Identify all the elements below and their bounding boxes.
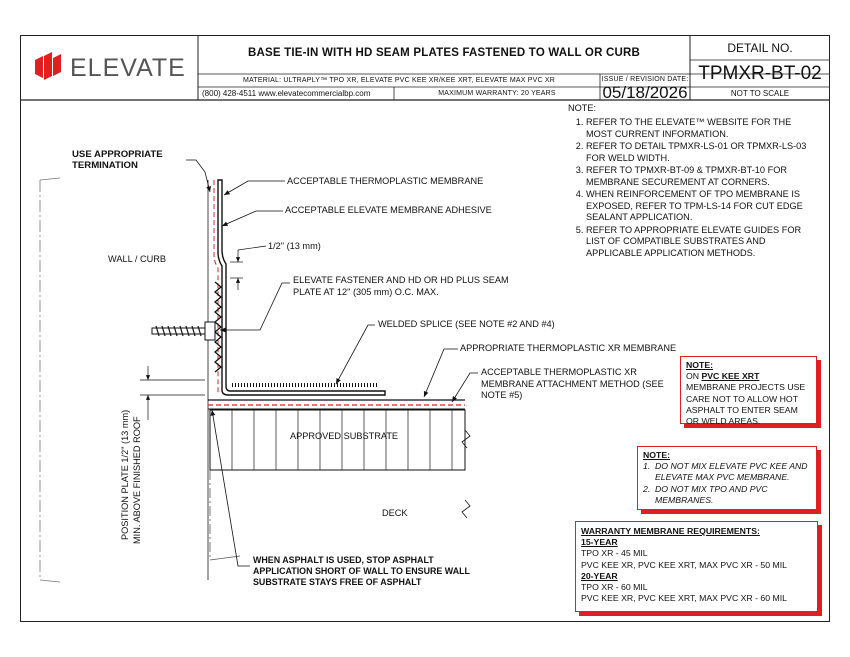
half-inch-label: 1/2" (13 mm) <box>268 241 321 251</box>
warranty-20-pvc: PVC KEE XR, PVC KEE XRT, MAX PVC XR - 60 MIL <box>581 593 787 604</box>
mix-note-item: DO NOT MIX ELEVATE PVC KEE AND ELEVATE MAX PVC MEMBRANE. <box>655 461 808 483</box>
detail-title: BASE TIE-IN WITH HD SEAM PLATES FASTENED TO WALL OR CURB <box>248 47 640 59</box>
pvc-note-rest: MEMBRANE PROJECTS USE CARE NOT TO ALLOW HOT ASPHALT TO ENTER SEAM OR WELD AREAS. <box>686 382 806 427</box>
position-plate-label-2: MIN. ABOVE FINISHED ROOF <box>132 416 142 544</box>
deck-label: DECK <box>382 508 408 518</box>
mix-membrane-note: NOTE: 1. DO NOT MIX ELEVATE PVC KEE AND ELEVATE MAX PVC MEMBRANE. 2. DO NOT MIX TPO AND PVC MEMBRANES. <box>637 446 817 510</box>
pvc-kee-xrt-note <box>680 356 817 427</box>
note-item: 5. REFER TO APPROPRIATE ELEVATE GUIDES FOR LIST OF COMPATIBLE SUBSTRATES AND APPLICABLE APPLICATION METHODS. <box>586 225 818 260</box>
thermo-membrane-label: ACCEPTABLE THERMOPLASTIC MEMBRANE <box>287 176 484 186</box>
warranty-15-pvc: PVC KEE XR, PVC KEE XRT, MAX PVC XR - 50 MIL <box>581 559 787 570</box>
warranty-15-tpo: TPO XR - 45 MIL <box>581 548 648 559</box>
brand-name: ELEVATE <box>70 54 186 82</box>
pvc-note-heading: NOTE: <box>686 360 714 370</box>
phone-website: (800) 428-4511 www.elevatecommercialbp.com <box>202 89 371 98</box>
warranty-20-heading: 20-YEAR <box>581 570 618 581</box>
material-line: MATERIAL: ULTRAPLY™ TPO XR, ELEVATE PVC KEE XR/KEE XRT, ELEVATE MAX PVC XR <box>243 77 555 84</box>
warranty-20-tpo: TPO XR - 60 MIL <box>581 582 648 593</box>
pvc-note-emph: PVC KEE XRT <box>701 371 760 382</box>
detail-code: TPMXR-BT-02 <box>698 63 822 84</box>
notes-heading: NOTE: <box>568 103 597 113</box>
mix-note-item: DO NOT MIX TPO AND PVC MEMBRANES. <box>655 483 768 505</box>
max-warranty: MAXIMUM WARRANTY: 20 YEARS <box>438 90 556 97</box>
asphalt-note: WHEN ASPHALT IS USED, STOP ASPHALT APPLICATION SHORT OF WALL TO ENSURE WALL SUBSTRATE STAYS FREE OF ASPHALT <box>253 555 470 587</box>
warranty-heading: WARRANTY MEMBRANE REQUIREMENTS: <box>581 526 760 536</box>
position-plate-label-1: POSITION PLATE 1/2" (13 mm) <box>120 409 130 540</box>
substrate-label: APPROVED SUBSTRATE <box>290 431 399 441</box>
note-item: 2. REFER TO DETAIL TPMXR-LS-01 OR TPMXR-LS-03 FOR WELD WIDTH. <box>586 141 818 164</box>
issue-label: ISSUE / REVISION DATE: <box>601 76 689 83</box>
issue-date: 05/18/2026 <box>602 83 688 102</box>
attachment-label: ACCEPTABLE THERMOPLASTIC XR MEMBRANE ATTACHMENT METHOD (SEE NOTE #5) <box>481 367 664 400</box>
note-item: 3. REFER TO TPMXR-BT-09 & TPMXR-BT-10 FOR MEMBRANE SECUREMENT AT CORNERS. <box>586 165 818 188</box>
fastener-label: ELEVATE FASTENER AND HD OR HD PLUS SEAM PLATE AT 12" (305 mm) O.C. MAX. <box>293 275 509 297</box>
warranty-requirements <box>575 521 818 612</box>
detail-no-label: DETAIL NO. <box>727 41 793 55</box>
xr-membrane-label: APPROPRIATE THERMOPLASTIC XR MEMBRANE <box>460 343 677 353</box>
mix-note-heading: NOTE: <box>643 450 671 460</box>
scale-note: NOT TO SCALE <box>730 89 790 98</box>
termination-label: USE APPROPRIATE TERMINATION <box>72 149 163 171</box>
adhesive-label: ACCEPTABLE ELEVATE MEMBRANE ADHESIVE <box>285 205 492 215</box>
welded-splice-label: WELDED SPLICE (SEE NOTE #2 AND #4) <box>378 319 555 329</box>
pvc-note-prefix: ON <box>686 371 702 382</box>
wall-curb-label: WALL / CURB <box>108 254 167 264</box>
note-item: 4. WHEN REINFORCEMENT OF TPO MEMBRANE IS EXPOSED, REFER TO TPM-LS-14 FOR CUT EDGE SEALANT APPLICATION. <box>586 189 818 224</box>
note-item: 1. REFER TO THE ELEVATE™ WEBSITE FOR THE MOST CURRENT INFORMATION. <box>586 117 818 140</box>
warranty-15-heading: 15-YEAR <box>581 537 618 548</box>
